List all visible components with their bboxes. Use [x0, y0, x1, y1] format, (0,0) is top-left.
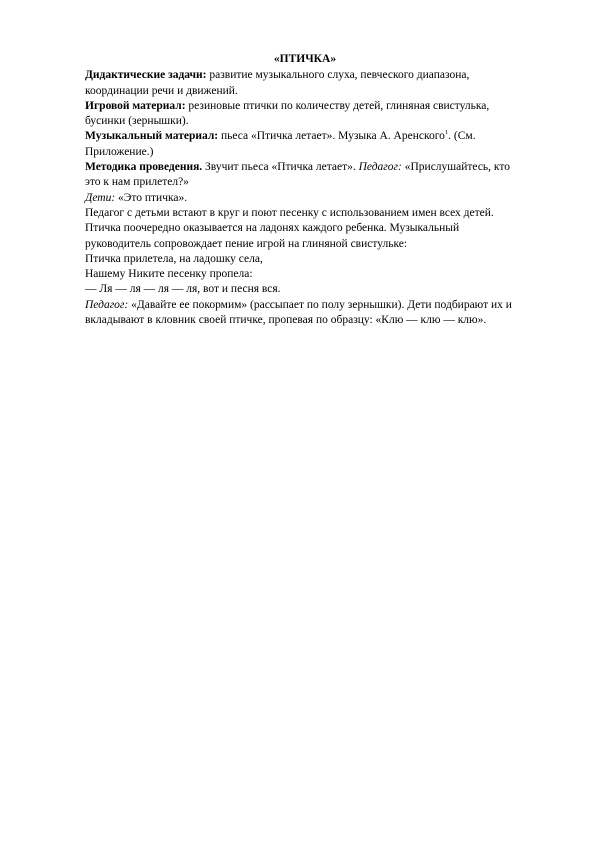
music-material-label: Музыкальный материал:	[85, 130, 219, 143]
teacher-final-paragraph	[85, 298, 525, 329]
method-paragraph	[85, 160, 525, 191]
didactic-tasks-text: развитие музыкального слуха, певческого диапазона, координации речи и движений.	[85, 69, 470, 97]
didactic-tasks-paragraph	[85, 68, 525, 99]
teacher-speaker-label: Педагог:	[358, 161, 402, 174]
game-material-text: резиновые птички по количеству детей, глиняная свистулька, бусинки (зернышки).	[85, 99, 490, 128]
didactic-tasks-label: Дидактические задачи:	[85, 69, 207, 82]
document-title: «ПТИЧКА»	[273, 53, 337, 65]
document-page	[85, 52, 525, 328]
method-text: Звучит пьеса «Птичка летает».	[202, 161, 359, 174]
song-line-1: Птичка прилетела, на ладошку села,	[85, 252, 263, 265]
music-material-paragraph	[85, 129, 525, 160]
game-material-label: Игровой материал:	[85, 99, 186, 112]
method-label: Методика проведения.	[85, 161, 203, 174]
children-speech: «Это птичка».	[115, 191, 188, 204]
footnote-marker[interactable]: 1	[444, 129, 449, 137]
music-material-text-end: . (См. Приложение.)	[85, 130, 476, 158]
teacher-speech: «Прислушайтесь, кто это к нам прилетел?»	[85, 161, 510, 189]
song-line-3: — Ля — ля — ля — ля, вот и песня вся.	[85, 283, 281, 296]
children-speaker-label: Дети:	[85, 191, 116, 204]
game-material-paragraph	[85, 99, 525, 130]
teacher-final-text: «Давайте ее покормим» (рассыпает по полу зернышки). Дети подбирают их и вкладывают в кловник своей птичке, пропевая по образцу: «Клю — клю — клю».	[85, 298, 512, 327]
teacher-final-speaker-label: Педагог:	[85, 298, 129, 311]
description-paragraph: Педагог с детьми встают в круг и поют песенку с использованием имен всех детей. Птичка поочередно оказывается на ладонях каждого ребенка. Музыкальный руководитель сопровождает пение игрой на глиняной свистульке:	[85, 206, 494, 250]
children-paragraph	[85, 191, 525, 206]
song-line-2: Нашему Никите песенку пропела:	[85, 268, 253, 281]
music-material-text: пьеса «Птичка летает». Музыка А. Аренского	[218, 130, 445, 143]
